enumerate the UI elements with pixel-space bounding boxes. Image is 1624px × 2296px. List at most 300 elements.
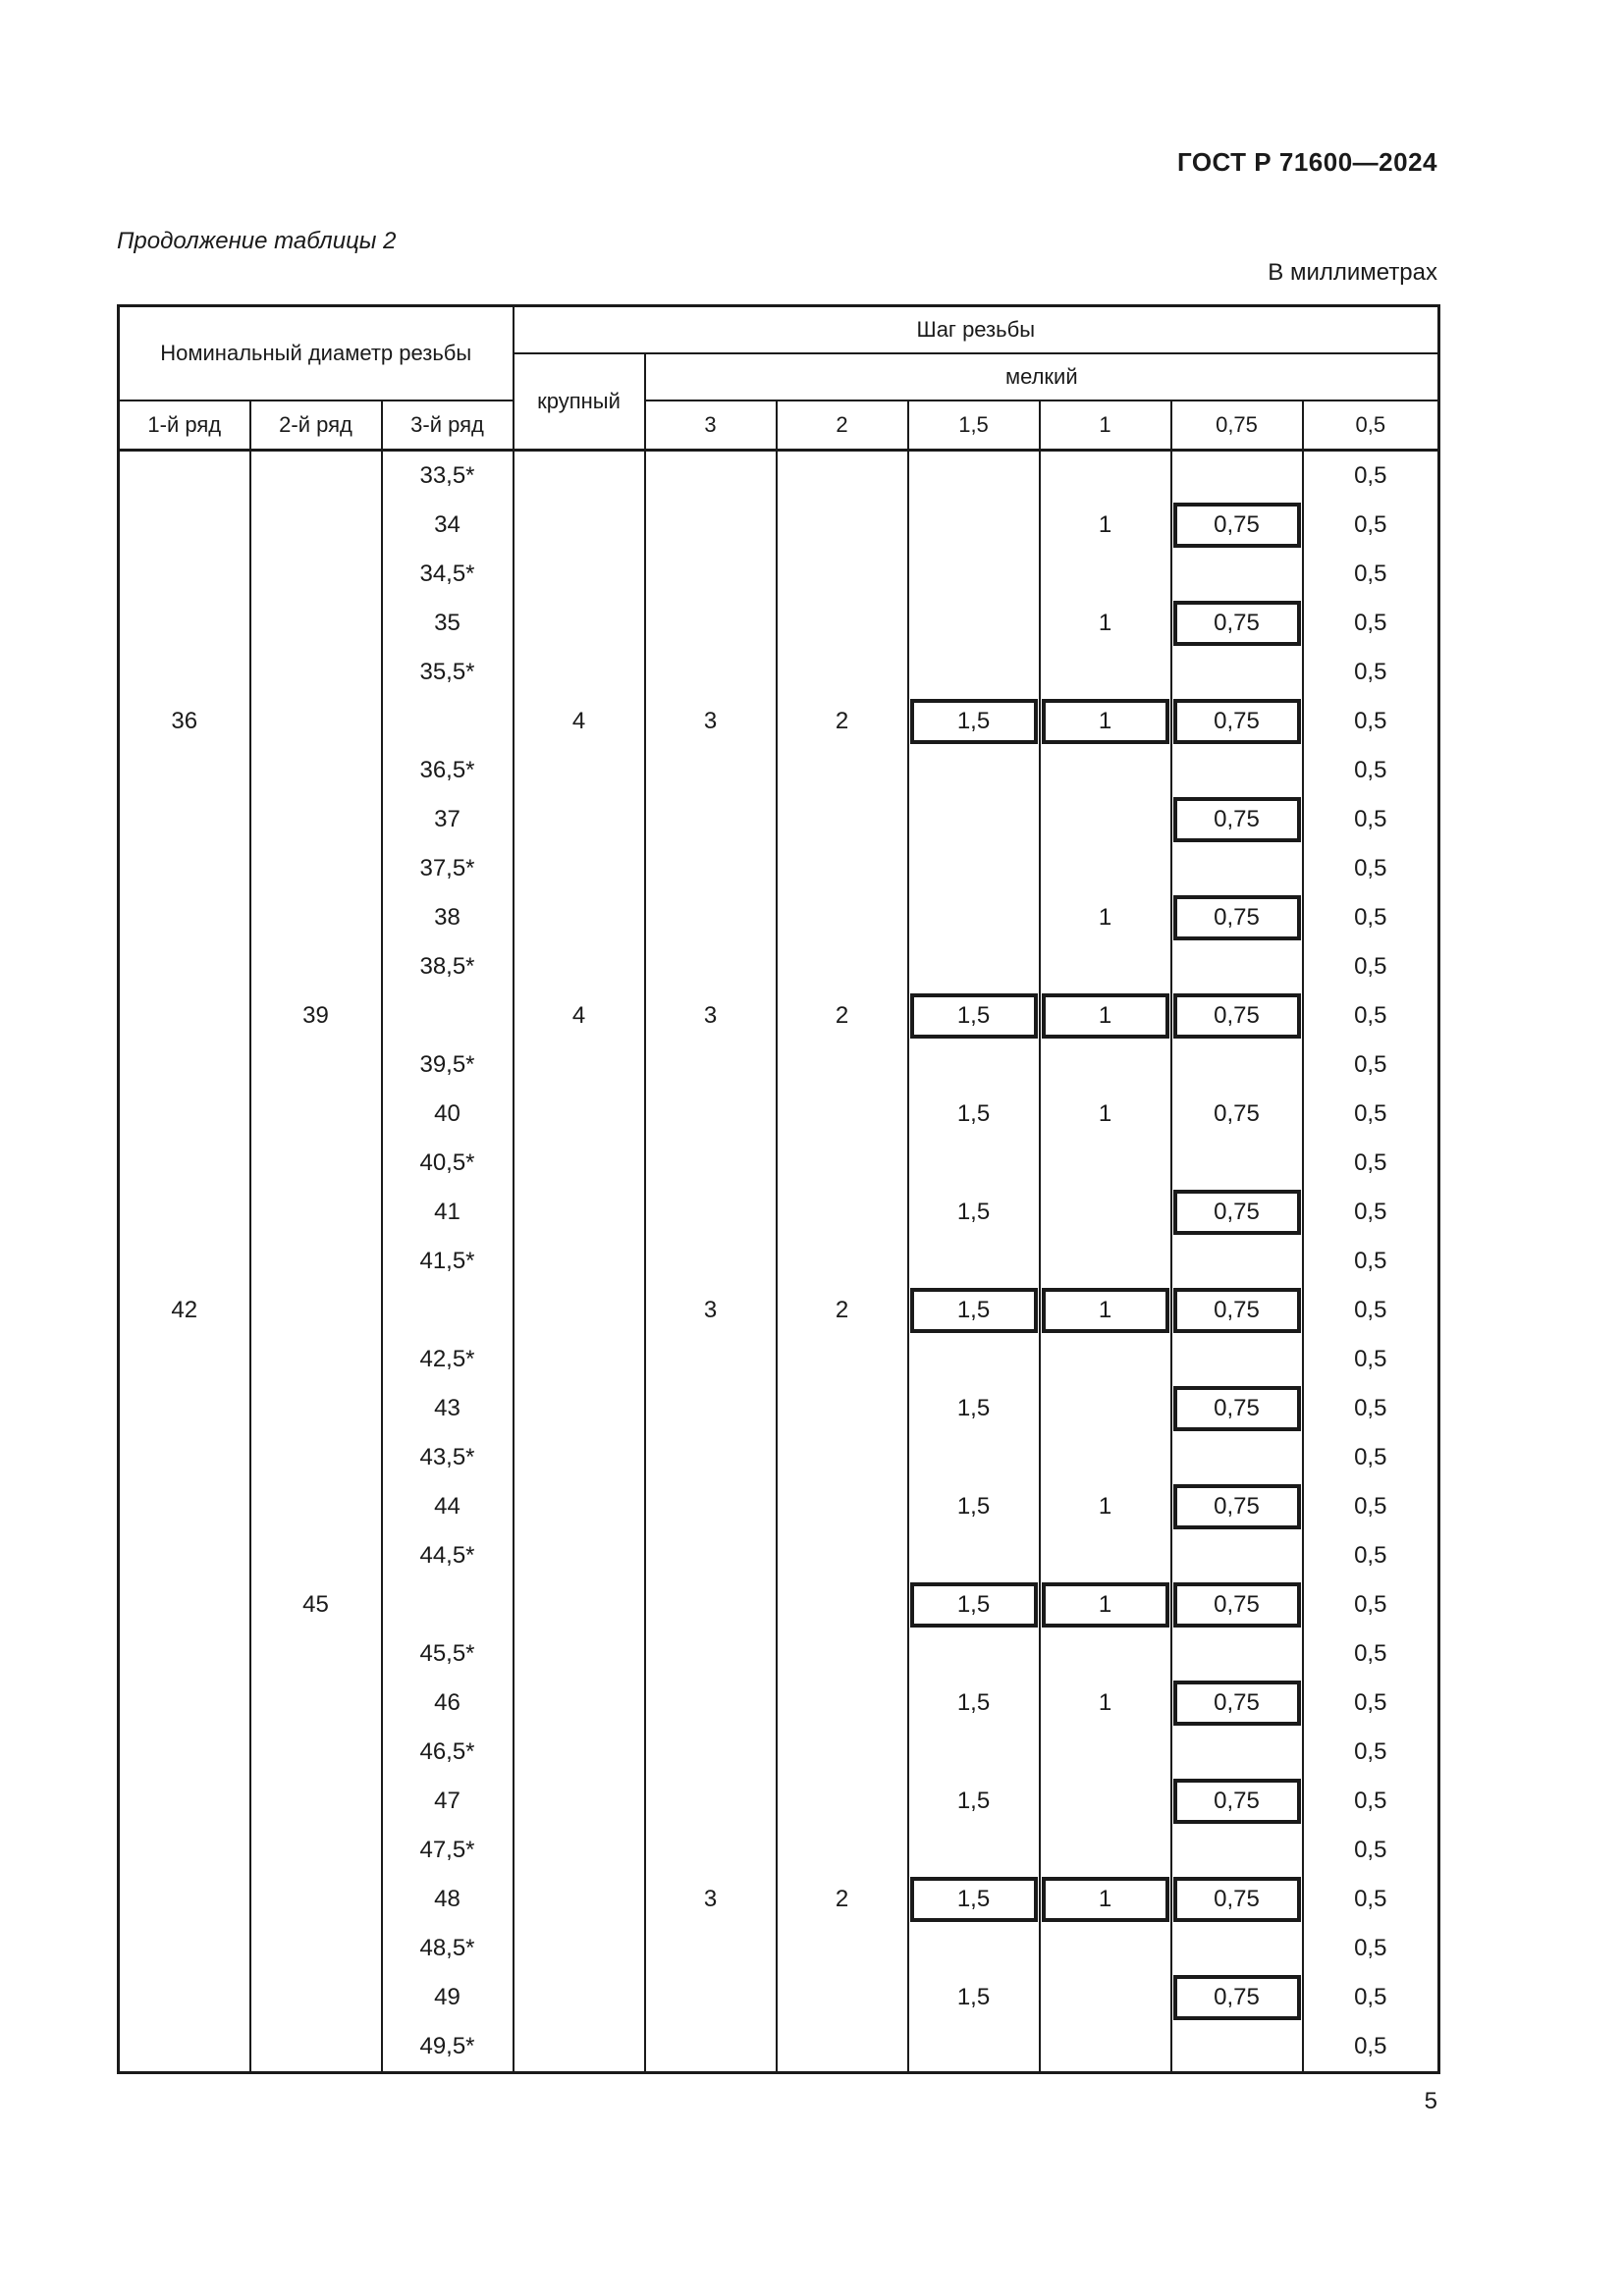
table-cell-f075 xyxy=(1171,1237,1303,1286)
table-cell-f075 xyxy=(1171,1826,1303,1875)
table-cell-f2 xyxy=(777,1482,908,1531)
table-cell-f3 xyxy=(645,1580,777,1629)
table-cell-f075: 0,75 xyxy=(1171,1777,1303,1826)
table-cell-c xyxy=(514,599,645,648)
table-cell-r3: 45,5* xyxy=(382,1629,514,1679)
table-cell-f075: 0,75 xyxy=(1171,1286,1303,1335)
table-cell-f15 xyxy=(908,1237,1040,1286)
table-cell-f075: 0,75 xyxy=(1171,1384,1303,1433)
table-cell-f3 xyxy=(645,599,777,648)
table-cell-r2 xyxy=(250,599,382,648)
table-cell-f1: 1 xyxy=(1040,501,1171,550)
table-cell-f3 xyxy=(645,1777,777,1826)
table-cell-f05: 0,5 xyxy=(1303,893,1439,942)
table-cell-f075: 0,75 xyxy=(1171,1679,1303,1728)
table-cell-f05: 0,5 xyxy=(1303,2022,1439,2073)
table-cell-c xyxy=(514,844,645,893)
table-cell-f3 xyxy=(645,1531,777,1580)
table-cell-f05: 0,5 xyxy=(1303,1090,1439,1139)
table-cell-f05: 0,5 xyxy=(1303,1237,1439,1286)
table-cell-f3 xyxy=(645,1188,777,1237)
table-cell-f15 xyxy=(908,1826,1040,1875)
units-note: В миллиметрах xyxy=(1268,259,1437,286)
table-cell-r1 xyxy=(119,501,250,550)
table-cell-f3 xyxy=(645,1090,777,1139)
table-cell-f05: 0,5 xyxy=(1303,1139,1439,1188)
table-cell-f3 xyxy=(645,550,777,599)
table-cell-r1 xyxy=(119,648,250,697)
table-cell-f2: 2 xyxy=(777,1875,908,1924)
table-cell-f15 xyxy=(908,451,1040,502)
table-cell-f05: 0,5 xyxy=(1303,1531,1439,1580)
table-cell-f05: 0,5 xyxy=(1303,844,1439,893)
table-cell-f3 xyxy=(645,746,777,795)
table-cell-r3: 47,5* xyxy=(382,1826,514,1875)
table-cell-f2 xyxy=(777,550,908,599)
table-cell-f2 xyxy=(777,942,908,991)
table-cell-f3 xyxy=(645,1335,777,1384)
table-row xyxy=(119,1679,1439,1728)
table-cell-r3: 46,5* xyxy=(382,1728,514,1777)
table-cell-r2 xyxy=(250,795,382,844)
table-cell-f15 xyxy=(908,746,1040,795)
table-cell-r2 xyxy=(250,893,382,942)
table-cell-r3: 49,5* xyxy=(382,2022,514,2073)
table-cell-f15 xyxy=(908,599,1040,648)
table-cell-r3: 38 xyxy=(382,893,514,942)
table-cell-c xyxy=(514,942,645,991)
table-cell-f15: 1,5 xyxy=(908,1286,1040,1335)
table-cell-f075 xyxy=(1171,451,1303,502)
table-cell-f05: 0,5 xyxy=(1303,1679,1439,1728)
table-cell-r1: 42 xyxy=(119,1286,250,1335)
table-cell-f3 xyxy=(645,893,777,942)
table-row xyxy=(119,1433,1439,1482)
table-cell-f15: 1,5 xyxy=(908,1777,1040,1826)
table-cell-f1: 1 xyxy=(1040,1286,1171,1335)
table-cell-r3: 34 xyxy=(382,501,514,550)
table-row xyxy=(119,599,1439,648)
table-row xyxy=(119,1777,1439,1826)
table-cell-c xyxy=(514,648,645,697)
table-cell-r3: 40,5* xyxy=(382,1139,514,1188)
table-cell-f05: 0,5 xyxy=(1303,942,1439,991)
table-cell-r3: 35 xyxy=(382,599,514,648)
table-cell-r2 xyxy=(250,1286,382,1335)
table-cell-r1 xyxy=(119,1433,250,1482)
table-cell-r3: 46 xyxy=(382,1679,514,1728)
header-fine-col: 2 xyxy=(777,400,908,451)
table-cell-f1 xyxy=(1040,844,1171,893)
table-cell-r2 xyxy=(250,746,382,795)
table-cell-r1 xyxy=(119,1188,250,1237)
table-cell-f3 xyxy=(645,1973,777,2022)
table-cell-c xyxy=(514,746,645,795)
table-cell-f075 xyxy=(1171,1041,1303,1090)
table-cell-f2 xyxy=(777,451,908,502)
table-cell-r1 xyxy=(119,1237,250,1286)
table-cell-r1 xyxy=(119,795,250,844)
table-cell-f1 xyxy=(1040,1139,1171,1188)
table-cell-f3 xyxy=(645,1237,777,1286)
table-cell-f075 xyxy=(1171,942,1303,991)
document-code: ГОСТ Р 71600—2024 xyxy=(1176,147,1437,177)
table-cell-f075: 0,75 xyxy=(1171,1875,1303,1924)
table-cell-r2 xyxy=(250,1777,382,1826)
table-cell-r2 xyxy=(250,942,382,991)
table-cell-f1 xyxy=(1040,451,1171,502)
table-cell-f3 xyxy=(645,648,777,697)
table-cell-f1 xyxy=(1040,1924,1171,1973)
table-cell-c xyxy=(514,1188,645,1237)
table-cell-f2 xyxy=(777,599,908,648)
table-cell-f15 xyxy=(908,501,1040,550)
table-cell-f1 xyxy=(1040,2022,1171,2073)
table-cell-c xyxy=(514,1826,645,1875)
table-cell-f05: 0,5 xyxy=(1303,1041,1439,1090)
table-cell-r2 xyxy=(250,1826,382,1875)
table-row xyxy=(119,648,1439,697)
table-cell-r2 xyxy=(250,1875,382,1924)
table-row xyxy=(119,1826,1439,1875)
table-cell-f15: 1,5 xyxy=(908,1384,1040,1433)
table-cell-r3: 42,5* xyxy=(382,1335,514,1384)
table-cell-r2 xyxy=(250,1188,382,1237)
table-row xyxy=(119,1139,1439,1188)
table-cell-f05: 0,5 xyxy=(1303,1924,1439,1973)
table-cell-f075: 0,75 xyxy=(1171,1973,1303,2022)
table-cell-f2 xyxy=(777,501,908,550)
table-cell-c xyxy=(514,2022,645,2073)
table-cell-c xyxy=(514,1629,645,1679)
table-cell-f3 xyxy=(645,501,777,550)
table-cell-f05: 0,5 xyxy=(1303,599,1439,648)
table-cell-f2 xyxy=(777,1924,908,1973)
table-cell-r2 xyxy=(250,1679,382,1728)
table-cell-f05: 0,5 xyxy=(1303,1384,1439,1433)
table-cell-f15 xyxy=(908,1728,1040,1777)
table-cell-f15 xyxy=(908,1629,1040,1679)
table-cell-f15 xyxy=(908,893,1040,942)
table-cell-f075 xyxy=(1171,1531,1303,1580)
table-cell-f075: 0,75 xyxy=(1171,1482,1303,1531)
table-cell-r2: 45 xyxy=(250,1580,382,1629)
table-cell-f1 xyxy=(1040,1384,1171,1433)
table-cell-r3: 47 xyxy=(382,1777,514,1826)
table-cell-f075: 0,75 xyxy=(1171,893,1303,942)
table-cell-r3: 43,5* xyxy=(382,1433,514,1482)
table-cell-f075 xyxy=(1171,746,1303,795)
table-cell-f3 xyxy=(645,1826,777,1875)
table-cell-f15: 1,5 xyxy=(908,1188,1040,1237)
table-cell-f3 xyxy=(645,1629,777,1679)
table-cell-f15: 1,5 xyxy=(908,991,1040,1041)
table-cell-r3: 41,5* xyxy=(382,1237,514,1286)
table-row xyxy=(119,1090,1439,1139)
table-cell-c xyxy=(514,1679,645,1728)
table-cell-r1 xyxy=(119,1973,250,2022)
table-cell-r2 xyxy=(250,1728,382,1777)
table-cell-r1 xyxy=(119,599,250,648)
table-cell-f15 xyxy=(908,942,1040,991)
table-cell-r3: 39,5* xyxy=(382,1041,514,1090)
table-cell-f2 xyxy=(777,1973,908,2022)
table-cell-r3: 43 xyxy=(382,1384,514,1433)
table-cell-f075: 0,75 xyxy=(1171,795,1303,844)
table-cell-r1 xyxy=(119,1482,250,1531)
table-row xyxy=(119,991,1439,1041)
table-row xyxy=(119,1629,1439,1679)
table-cell-f2 xyxy=(777,648,908,697)
table-cell-c xyxy=(514,1237,645,1286)
table-cell-r1 xyxy=(119,746,250,795)
table-cell-f1: 1 xyxy=(1040,697,1171,746)
table-cell-f05: 0,5 xyxy=(1303,550,1439,599)
table-cell-r1 xyxy=(119,1384,250,1433)
table-cell-f1: 1 xyxy=(1040,1875,1171,1924)
table-cell-r3: 44 xyxy=(382,1482,514,1531)
table-cell-r2 xyxy=(250,451,382,502)
table-cell-f3 xyxy=(645,1482,777,1531)
table-row xyxy=(119,550,1439,599)
table-cell-f2: 2 xyxy=(777,991,908,1041)
table-row xyxy=(119,1237,1439,1286)
table-cell-f3 xyxy=(645,1679,777,1728)
table-cell-f3 xyxy=(645,451,777,502)
header-pitch: Шаг резьбы xyxy=(514,306,1439,354)
header-row-1: 1-й ряд xyxy=(119,400,250,451)
table-cell-f2: 2 xyxy=(777,697,908,746)
table-cell-r1 xyxy=(119,844,250,893)
table-cell-f15: 1,5 xyxy=(908,1580,1040,1629)
table-cell-f05: 0,5 xyxy=(1303,1728,1439,1777)
table-body xyxy=(119,451,1439,2073)
table-cell-r1 xyxy=(119,1335,250,1384)
table-cell-r3 xyxy=(382,1286,514,1335)
table-cell-f05: 0,5 xyxy=(1303,1875,1439,1924)
table-cell-f15 xyxy=(908,844,1040,893)
table-cell-r2 xyxy=(250,1629,382,1679)
table-cell-f075: 0,75 xyxy=(1171,1580,1303,1629)
table-cell-r3: 35,5* xyxy=(382,648,514,697)
table-row xyxy=(119,942,1439,991)
table-cell-r3: 48 xyxy=(382,1875,514,1924)
table-cell-f15 xyxy=(908,648,1040,697)
table-row xyxy=(119,795,1439,844)
table-cell-f075 xyxy=(1171,550,1303,599)
table-cell-f15 xyxy=(908,1335,1040,1384)
table-cell-r1 xyxy=(119,1090,250,1139)
table-cell-f1 xyxy=(1040,942,1171,991)
table-cell-f1 xyxy=(1040,795,1171,844)
table-cell-c xyxy=(514,1384,645,1433)
header-fine-col: 0,5 xyxy=(1303,400,1439,451)
table-cell-f15 xyxy=(908,2022,1040,2073)
table-cell-c xyxy=(514,1482,645,1531)
table-cell-r1 xyxy=(119,2022,250,2073)
table-cell-r1 xyxy=(119,942,250,991)
table-cell-r1 xyxy=(119,893,250,942)
table-cell-c xyxy=(514,1286,645,1335)
table-cell-c xyxy=(514,1875,645,1924)
table-cell-f15 xyxy=(908,1041,1040,1090)
table-cell-f2 xyxy=(777,1237,908,1286)
table-cell-f1 xyxy=(1040,1973,1171,2022)
table-cell-f3: 3 xyxy=(645,1286,777,1335)
table-cell-c xyxy=(514,1335,645,1384)
table-cell-f075: 0,75 xyxy=(1171,1090,1303,1139)
table-cell-r2 xyxy=(250,1973,382,2022)
table-header xyxy=(119,306,1439,451)
table-cell-f1: 1 xyxy=(1040,1679,1171,1728)
table-cell-f3 xyxy=(645,1728,777,1777)
table-cell-f2 xyxy=(777,1041,908,1090)
table-row xyxy=(119,451,1439,502)
table-cell-r3: 40 xyxy=(382,1090,514,1139)
table-cell-f2 xyxy=(777,2022,908,2073)
table-cell-f1 xyxy=(1040,1433,1171,1482)
table-cell-r2 xyxy=(250,1531,382,1580)
table-cell-f15: 1,5 xyxy=(908,1482,1040,1531)
table-cell-f05: 0,5 xyxy=(1303,1777,1439,1826)
table-cell-f05: 0,5 xyxy=(1303,795,1439,844)
table-cell-f1 xyxy=(1040,1777,1171,1826)
table-cell-r3: 34,5* xyxy=(382,550,514,599)
table-cell-f2 xyxy=(777,1826,908,1875)
table-cell-f1 xyxy=(1040,1237,1171,1286)
table-cell-f05: 0,5 xyxy=(1303,1482,1439,1531)
table-cell-f2 xyxy=(777,1090,908,1139)
table-cell-c xyxy=(514,451,645,502)
table-cell-r3 xyxy=(382,991,514,1041)
table-cell-f075: 0,75 xyxy=(1171,697,1303,746)
table-cell-f15 xyxy=(908,1139,1040,1188)
table-cell-f15 xyxy=(908,795,1040,844)
table-row xyxy=(119,1875,1439,1924)
table-cell-f05: 0,5 xyxy=(1303,648,1439,697)
table-cell-f05: 0,5 xyxy=(1303,1188,1439,1237)
table-cell-f075 xyxy=(1171,1139,1303,1188)
table-cell-f3 xyxy=(645,1924,777,1973)
table-cell-c xyxy=(514,1728,645,1777)
table-cell-c xyxy=(514,550,645,599)
table-cell-r2 xyxy=(250,648,382,697)
table-cell-r1 xyxy=(119,1580,250,1629)
table-row xyxy=(119,746,1439,795)
table-row xyxy=(119,1531,1439,1580)
table-cell-f3 xyxy=(645,844,777,893)
table-cell-r1 xyxy=(119,1875,250,1924)
table-row xyxy=(119,1188,1439,1237)
table-cell-r2 xyxy=(250,1237,382,1286)
table-cell-r1 xyxy=(119,1629,250,1679)
table-continuation-caption: Продолжение таблицы 2 xyxy=(117,228,397,254)
table-cell-f05: 0,5 xyxy=(1303,1826,1439,1875)
table-cell-c xyxy=(514,893,645,942)
table-row xyxy=(119,1728,1439,1777)
table-cell-f075 xyxy=(1171,844,1303,893)
table-cell-f3 xyxy=(645,795,777,844)
table-cell-f05: 0,5 xyxy=(1303,746,1439,795)
table-cell-r1 xyxy=(119,1777,250,1826)
table-cell-r3: 44,5* xyxy=(382,1531,514,1580)
table-cell-c xyxy=(514,1433,645,1482)
header-row-2: 2-й ряд xyxy=(250,400,382,451)
table-cell-f1: 1 xyxy=(1040,893,1171,942)
table-cell-f2 xyxy=(777,1188,908,1237)
table-cell-f075 xyxy=(1171,1924,1303,1973)
table-cell-r2 xyxy=(250,844,382,893)
table-cell-c xyxy=(514,501,645,550)
table-cell-f3 xyxy=(645,942,777,991)
table-cell-f3 xyxy=(645,1139,777,1188)
table-cell-r1 xyxy=(119,991,250,1041)
table-cell-f1 xyxy=(1040,1531,1171,1580)
table-cell-f2 xyxy=(777,1384,908,1433)
table-cell-c xyxy=(514,1139,645,1188)
table-cell-c xyxy=(514,1973,645,2022)
table-cell-r2 xyxy=(250,1139,382,1188)
header-fine: мелкий xyxy=(645,353,1439,400)
table-cell-f1: 1 xyxy=(1040,1090,1171,1139)
table-cell-f3 xyxy=(645,2022,777,2073)
table-cell-f2 xyxy=(777,1139,908,1188)
table-cell-r2 xyxy=(250,1433,382,1482)
table-cell-f075 xyxy=(1171,648,1303,697)
table-row xyxy=(119,501,1439,550)
table-cell-f075: 0,75 xyxy=(1171,501,1303,550)
header-fine-col: 3 xyxy=(645,400,777,451)
table-cell-f15: 1,5 xyxy=(908,697,1040,746)
table-cell-f05: 0,5 xyxy=(1303,697,1439,746)
table-cell-r1 xyxy=(119,1531,250,1580)
table-cell-r2 xyxy=(250,1090,382,1139)
table-cell-f2 xyxy=(777,1777,908,1826)
table-cell-f05: 0,5 xyxy=(1303,1580,1439,1629)
table-cell-r3: 37,5* xyxy=(382,844,514,893)
table-cell-f1 xyxy=(1040,1728,1171,1777)
table-cell-f1 xyxy=(1040,1041,1171,1090)
table-cell-r3: 38,5* xyxy=(382,942,514,991)
table-cell-f3: 3 xyxy=(645,697,777,746)
table-cell-f075: 0,75 xyxy=(1171,599,1303,648)
table-row xyxy=(119,1286,1439,1335)
table-cell-f15: 1,5 xyxy=(908,1090,1040,1139)
table-cell-f2 xyxy=(777,1629,908,1679)
table-row xyxy=(119,1973,1439,2022)
table-cell-f1: 1 xyxy=(1040,599,1171,648)
table-cell-f2: 2 xyxy=(777,1286,908,1335)
table-cell-f3 xyxy=(645,1384,777,1433)
table-cell-f2 xyxy=(777,1580,908,1629)
header-row-3: 3-й ряд xyxy=(382,400,514,451)
table-cell-f2 xyxy=(777,1335,908,1384)
table-cell-f075: 0,75 xyxy=(1171,991,1303,1041)
table-cell-f075 xyxy=(1171,1433,1303,1482)
table-cell-f15 xyxy=(908,1433,1040,1482)
table-cell-f1 xyxy=(1040,746,1171,795)
header-fine-col: 1,5 xyxy=(908,400,1040,451)
table-cell-r3: 37 xyxy=(382,795,514,844)
table-cell-f3: 3 xyxy=(645,991,777,1041)
table-cell-f075 xyxy=(1171,1335,1303,1384)
table-cell-f075: 0,75 xyxy=(1171,1188,1303,1237)
header-coarse: крупный xyxy=(514,353,645,451)
table-cell-c: 4 xyxy=(514,991,645,1041)
table-cell-f075 xyxy=(1171,1629,1303,1679)
table-cell-r2 xyxy=(250,1482,382,1531)
table-cell-r1 xyxy=(119,1826,250,1875)
